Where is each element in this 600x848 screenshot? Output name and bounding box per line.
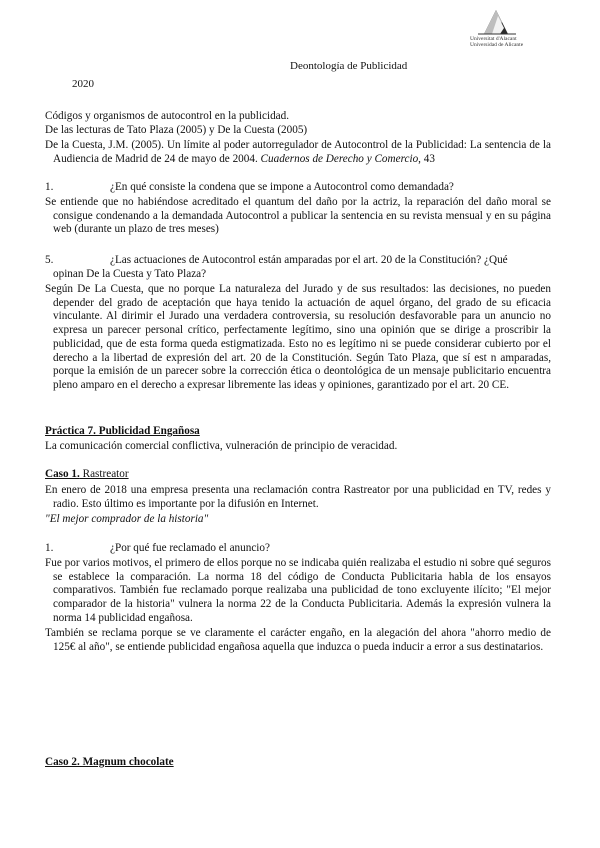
caso-1-name: Rastreator	[79, 468, 129, 480]
document-year: 2020	[72, 78, 94, 90]
caso-1-question-number: 1.	[45, 542, 54, 554]
caso-2-title: Caso 2. Magnum chocolate	[45, 756, 174, 768]
question-5-text-2: opinan De la Cuesta y Tato Plaza?	[53, 268, 207, 280]
intro-reference	[45, 139, 551, 166]
logo-text-1: Universitat d'Alacant	[470, 36, 517, 42]
caso-1-question-text: ¿Por qué fue reclamado el anuncio?	[110, 542, 270, 554]
question-5-number: 5.	[45, 254, 54, 266]
caso-1-intro: En enero de 2018 una empresa presenta una reclamación contra Rastreator por una publicidad en TV, redes y radio. Esto último es importante por la difusión en Internet.	[45, 484, 551, 510]
document-title: Deontología de Publicidad	[290, 60, 408, 72]
caso-1-answer-1: Fue por varios motivos, el primero de ellos porque no se indicaba quién realizaba el estudio ni sobre qué seguros se establece la comparación. La norma 18 del código de Conducta Publicitaria habla de los ensayos comparativos. También fue reclamado porque realizaba una publicidad de tono excluyente ilícito; "El mejor comparador de la historia" vulnera la norma 22 de la Conducta Publicitaria. Además la expresión vulnera la norma 14 publicidad engañosa.	[45, 557, 551, 624]
caso-1-question	[45, 542, 270, 555]
caso-1-slogan: "El mejor comprador de la historia"	[45, 513, 209, 525]
answer-1: Se entiende que no habiéndose acreditado el quantum del daño por la actriz, la reparación del daño moral se consigue condenando a la demandada Autocontrol a publicar la sentencia en su revista mensual y en su página web (durante un plazo de tres meses)	[45, 196, 551, 236]
university-logo	[470, 6, 552, 48]
reference-end: , 43	[418, 152, 435, 165]
caso-1-heading	[45, 468, 129, 481]
question-1-number: 1.	[45, 181, 54, 193]
reference-text: De la Cuesta, J.M. (2005). Un límite al poder autorregulador de Autocontrol de la Publicidad: La sentencia de la Audiencia de Madrid de 24 de mayo de 2004.	[45, 139, 551, 165]
caso-1-answer-2: También se reclama porque se ve claramente el carácter engaño, en la alegación del ahora "ahorro medio de 125€ al año", se entiende publicidad engañosa aquella que induzca o pueda inducir a error a sus destinatarios.	[45, 627, 551, 653]
reference-journal: Cuadernos de Derecho y Comercio	[260, 152, 419, 165]
practica-subtitle: La comunicación comercial conflictiva, vulneración de principio de veracidad.	[45, 440, 398, 452]
intro-line-2: De las lecturas de Tato Plaza (2005) y De la Cuesta (2005)	[45, 124, 308, 136]
answer-5: Según De La Cuesta, que no porque La naturaleza del Jurado y de sus resultados: las decisiones, no pueden depender del grado de aceptación que haya tenido la actuación de aquel órgano, del grado de su eficacia vinculante. Al dirimir el Jurado una verdadera controversia, su resolución desfavorable para un anuncio no expresa un parecer personal crítico, perfectamente legítimo, sino una opinión que se dirige a proscribir la publicidad, que de esta forma queda estigmatizada. Esto no es legítimo ni se puede considerar cubierto por el derecho a la libertad de expresión del art. 20 de la Constitución. Según Tato Plaza, que sí est n amparadas, porque la emisión de un parecer sobre la corrección ética o deontológica de un mensaje publicitario encuentra pleno amparo en el derecho a expresar libremente las ideas y opiniones, garantizado por el art. 20 CE.	[45, 283, 551, 391]
intro-line-1: Códigos y organismos de autocontrol en la publicidad.	[45, 110, 290, 122]
university-logo-icon	[470, 6, 552, 36]
logo-text-2: Universidad de Alicante	[470, 42, 524, 48]
question-1	[45, 181, 454, 194]
question-5-text-1: ¿Las actuaciones de Autocontrol están amparadas por el art. 20 de la Constitución? ¿Qué	[110, 254, 508, 266]
question-1-text: ¿En qué consiste la condena que se impone a Autocontrol como demandada?	[110, 181, 454, 193]
practica-title: Práctica 7. Publicidad Engañosa	[45, 425, 200, 437]
caso-1-label: Caso 1.	[45, 468, 80, 480]
question-5	[45, 254, 508, 267]
